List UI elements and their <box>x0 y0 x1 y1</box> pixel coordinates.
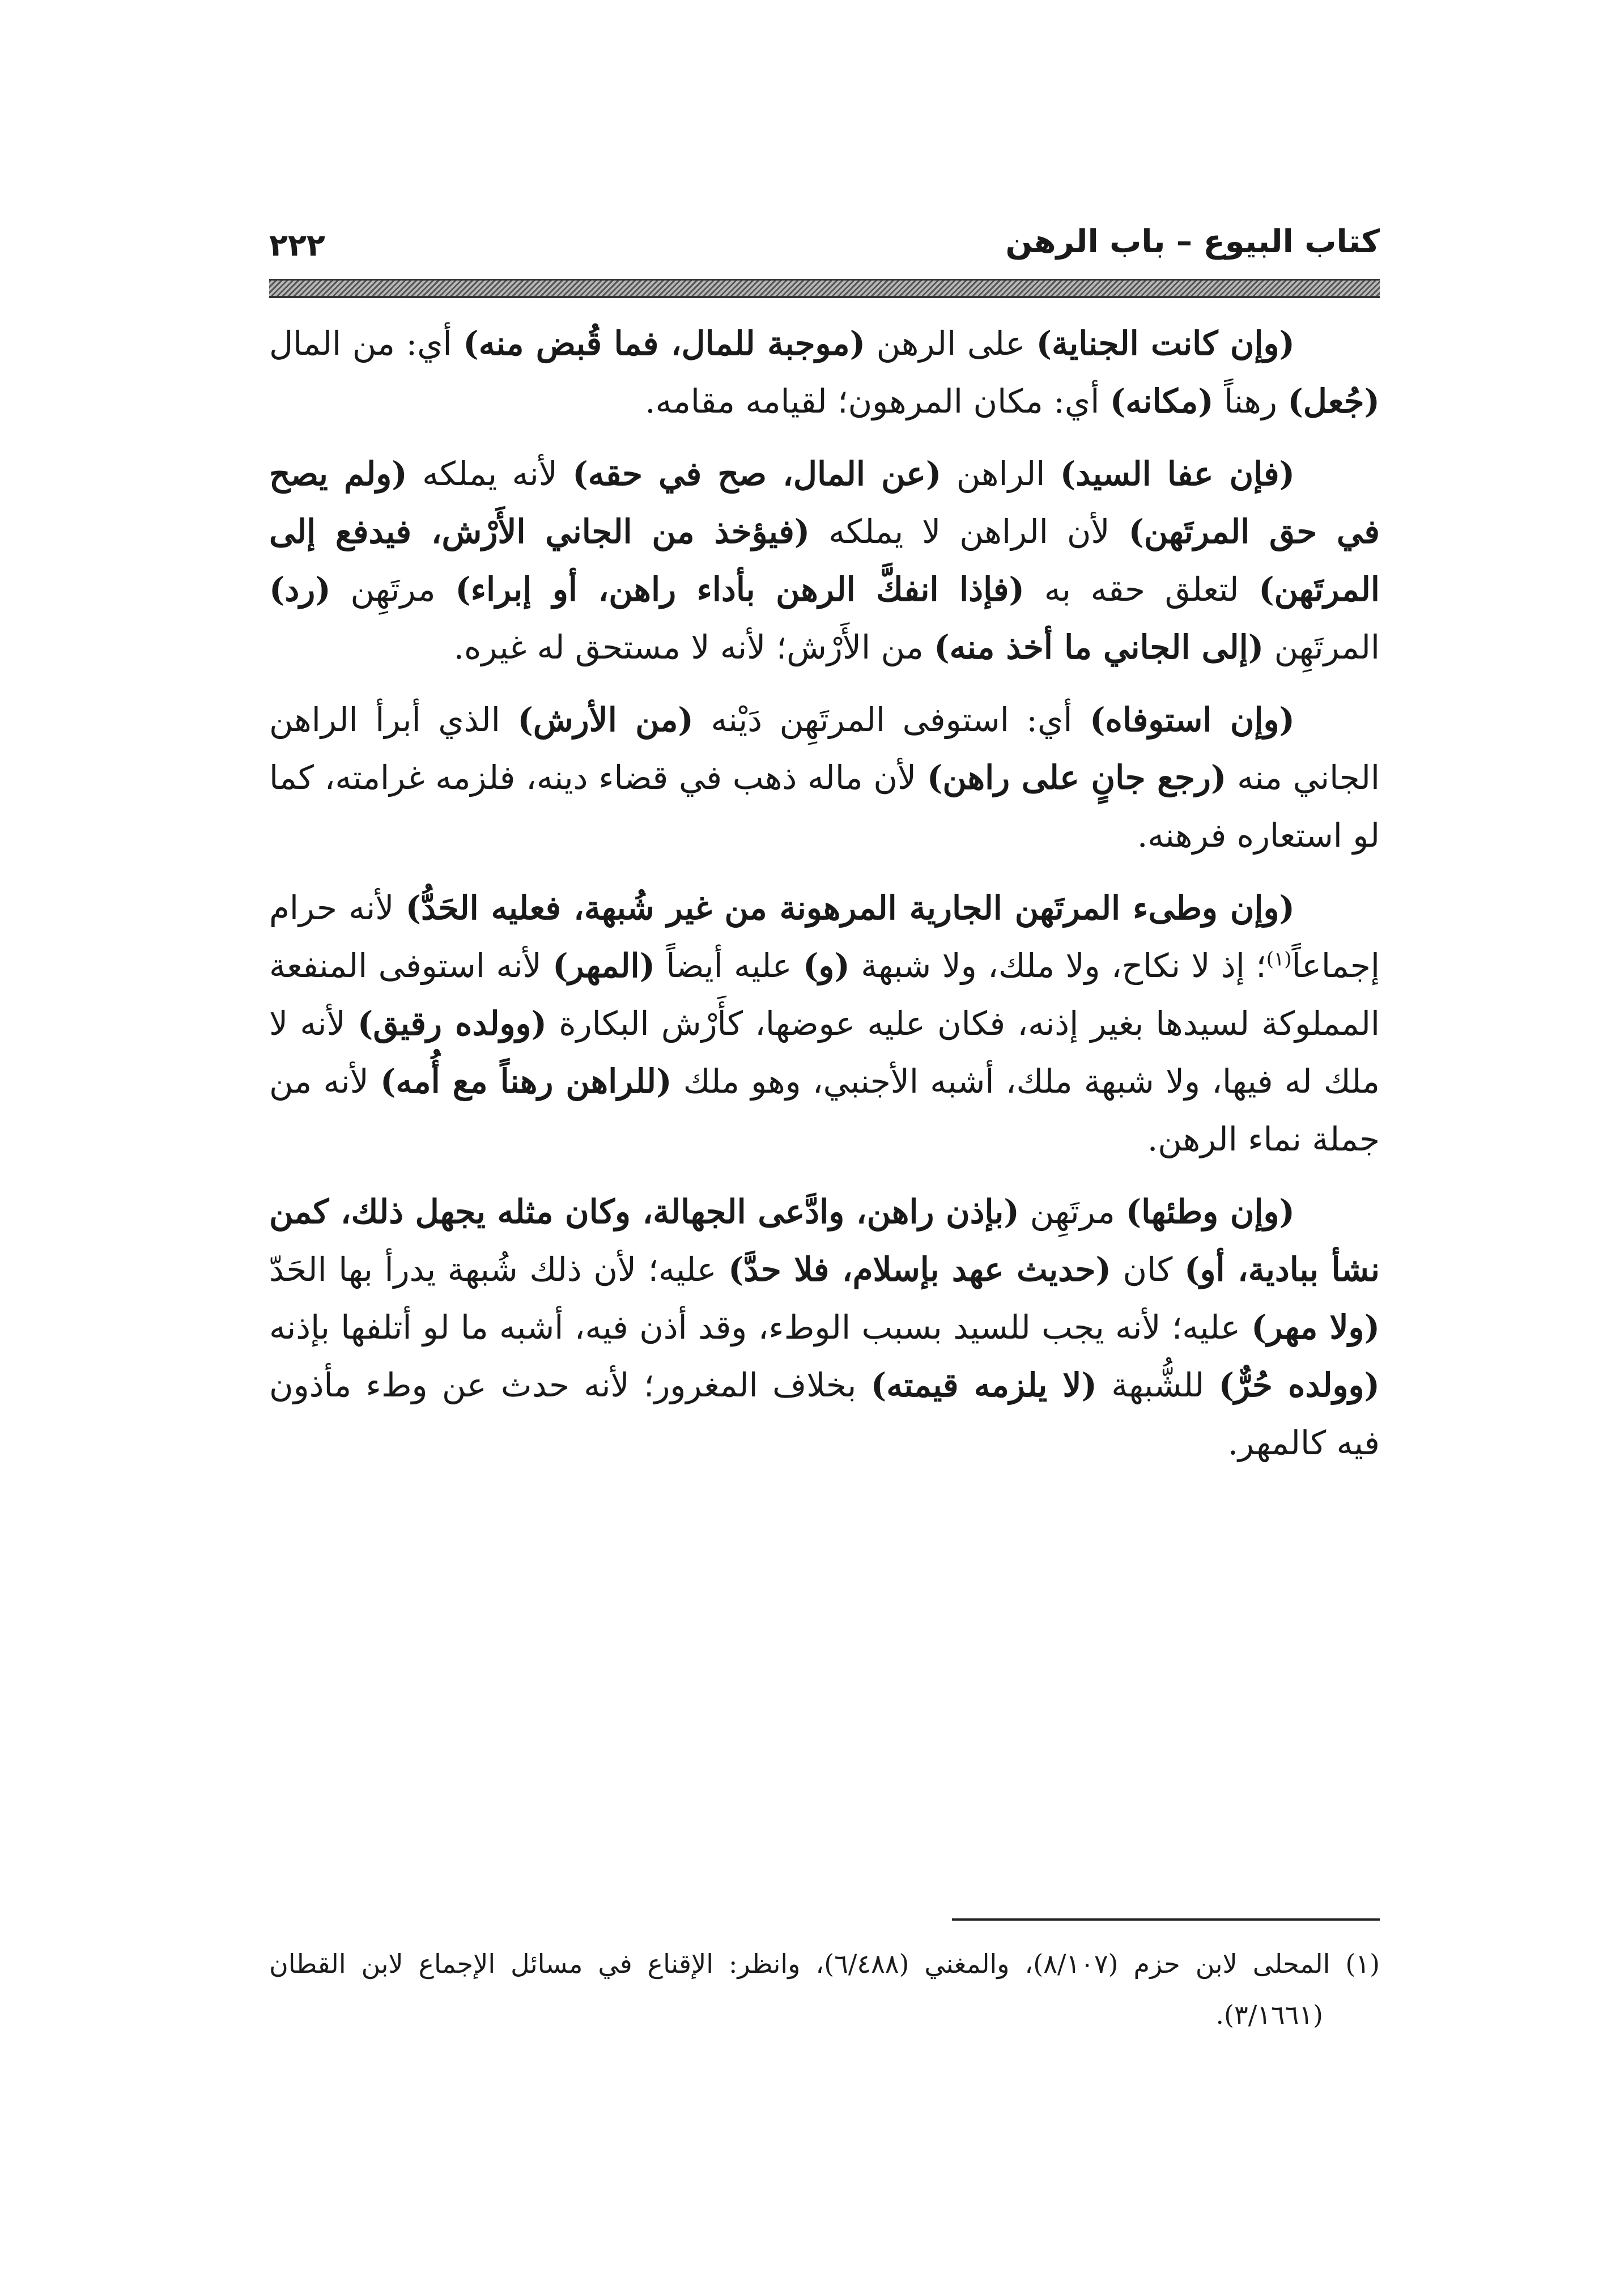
matn-text: (بإذن راهن، وادَّعى الجهالة، وكان مثله يجهل ذلك، كمن نشأ ببادية، أو) <box>269 1192 1380 1289</box>
sharh-text: الذي أبرأ الراهن الجاني منه <box>269 700 1380 797</box>
sharh-text: عليه؛ لأنه يجب للسيد بسبب الوطء، وقد أذن فيه، أشبه ما لو أتلفها بإذنه <box>269 1308 1252 1347</box>
matn-text: (موجبة للمال، فما قُبض منه) <box>463 324 866 363</box>
sharh-text: عليه أيضاً <box>655 946 803 985</box>
sharh-text: لأنه يملكه <box>407 455 573 493</box>
matn-text: (فإن عفا السيد) <box>1060 455 1295 493</box>
sharh-text: لأن ماله ذهب في قضاء دينه، فلزمه غرامته، كما لو استعاره فرهنه. <box>269 758 1380 855</box>
sharh-text: من الأَرْش؛ لأنه لا مستحق له غيره. <box>453 628 934 666</box>
footnote: (١) المحلى لابن حزم (٨/١٠٧)، والمغني (٦/٤٨٨)، وانظر: الإقناع في مسائل الإجماع لابن القطان (٣/١٦٦١). <box>269 1948 1380 2030</box>
footnotes <box>269 1938 1380 2040</box>
sharh-text: لأنه من جملة نماء الرهن. <box>269 1062 1380 1158</box>
page-number: ٢٢٢ <box>269 227 325 263</box>
sharh-text: ؛ إذ لا نكاح، ولا ملك، ولا شبهة <box>849 946 1266 985</box>
matn-text: (للراهن رهناً مع أُمه) <box>380 1062 672 1101</box>
sharh-text: لأنه حرام إجماعاً <box>269 889 1380 985</box>
sharh-text: عليه؛ لأن ذلك شُبهة يدرأ بها الحَدّ <box>269 1250 729 1289</box>
matn-text: (عن المال، صح في حقه) <box>572 455 942 493</box>
sharh-text: أي: مكان المرهون؛ لقيامه مقامه. <box>645 382 1110 421</box>
sharh-text: رهناً <box>1213 382 1288 421</box>
matn-text: (جُعل) <box>1287 382 1380 421</box>
footnote-marker: (١) <box>1266 948 1292 971</box>
sharh-text: المرتَهِن <box>1264 628 1380 666</box>
main-text <box>269 315 1380 1472</box>
sharh-text: أي: من المال <box>269 324 464 363</box>
matn-text: (حديث عهد بإسلام، فلا حدَّ) <box>728 1250 1111 1289</box>
paragraph <box>269 445 1380 676</box>
matn-text: (رجع جانٍ على راهن) <box>926 758 1227 797</box>
matn-text: (وإن وطئها) <box>1125 1192 1295 1231</box>
sharh-text: لأنه استوفى المنفعة المملوكة لسيدها بغير إذنه، فكان عليه عوضها، كأَرْش البكارة <box>269 946 1380 1043</box>
header-divider <box>269 279 1380 298</box>
running-header <box>269 211 1380 273</box>
sharh-text: مرتَهِن <box>330 570 456 609</box>
matn-text: (وإن كانت الجناية) <box>1036 324 1295 363</box>
sharh-text: لأن الراهن لا يملكه <box>810 512 1129 551</box>
matn-text: (وولده حُرٌّ) <box>1218 1366 1380 1404</box>
paragraph <box>269 315 1380 430</box>
matn-text: (وولده رقيق) <box>357 1004 547 1043</box>
sharh-text: الراهن <box>941 455 1060 493</box>
sharh-text: لأنه لا ملك له فيها، ولا شبهة ملك، أشبه الأجنبي، وهو ملك <box>269 1004 1380 1101</box>
matn-text: (فإذا انفكَّ الرهن بأداء راهن، أو إبراء) <box>455 570 1024 609</box>
paragraph <box>269 1183 1380 1472</box>
matn-text: (و) <box>802 946 850 985</box>
matn-text: (إلى الجاني ما أخذ منه) <box>934 628 1264 666</box>
matn-text: (ولا مهر) <box>1251 1308 1380 1347</box>
sharh-text: لتعلق حقه به <box>1024 570 1259 609</box>
sharh-text: أي: استوفى المرتَهِن دَيْنه <box>693 700 1090 739</box>
sharh-text: كان <box>1111 1250 1185 1289</box>
paragraph <box>269 879 1380 1168</box>
footnote-divider <box>952 1918 1380 1921</box>
sharh-text: مرتَهِن <box>1019 1192 1126 1231</box>
sharh-text: بخلاف المغرور؛ لأنه حدث عن وطء مأذون فيه كالمهر. <box>269 1366 1380 1462</box>
running-title: كتاب البيوع – باب الرهن <box>1005 223 1380 260</box>
paragraph <box>269 691 1380 864</box>
sharh-text: للشُّبهة <box>1096 1366 1219 1404</box>
matn-text: (فيؤخذ من الجاني الأَرْش، فيدفع إلى المرتَهن) <box>269 512 1380 609</box>
matn-text: (من الأرش) <box>517 700 694 739</box>
matn-text: (رد) <box>269 570 331 609</box>
matn-text: (المهر) <box>552 946 656 985</box>
matn-text: (وإن استوفاه) <box>1090 700 1295 739</box>
matn-text: (وإن وطىء المرتَهن الجارية المرهونة من غير شُبهة، فعليه الحَدُّ) <box>405 889 1295 927</box>
sharh-text: على الرهن <box>865 324 1036 363</box>
matn-text: (لا يلزمه قيمته) <box>870 1366 1097 1404</box>
matn-text: (ولم يصح في حق المرتَهن) <box>269 455 1380 551</box>
matn-text: (مكانه) <box>1109 382 1214 421</box>
